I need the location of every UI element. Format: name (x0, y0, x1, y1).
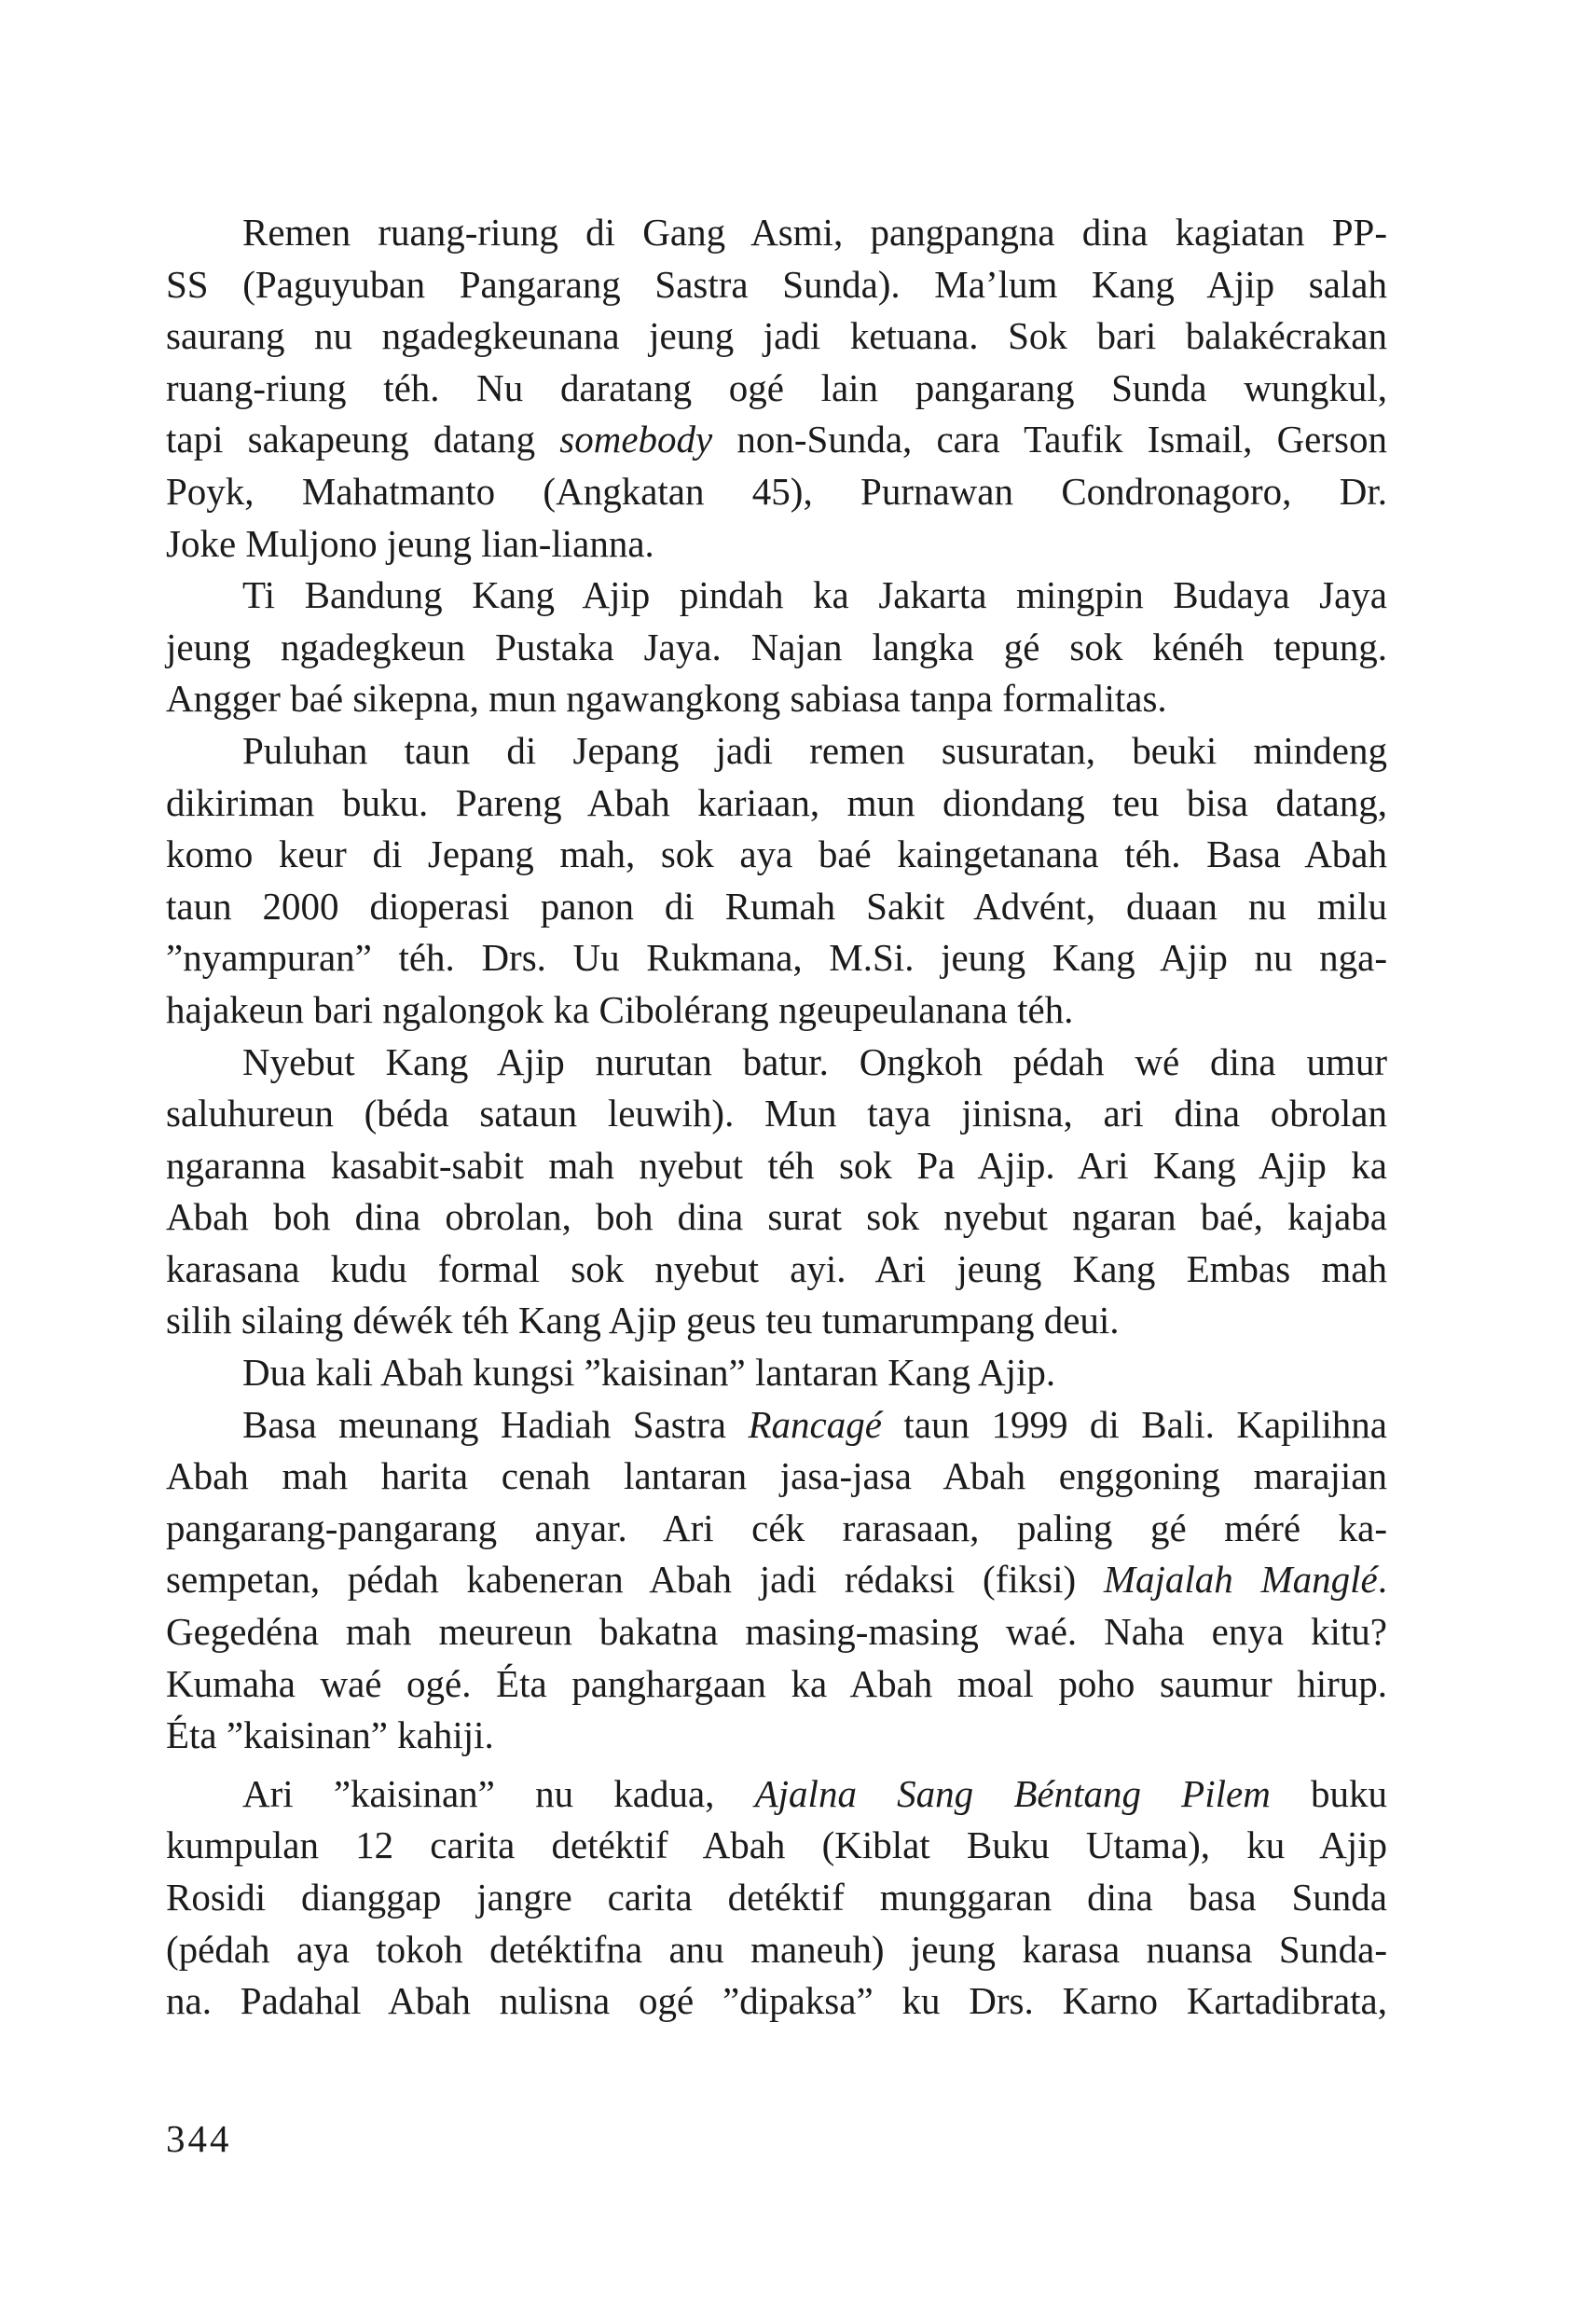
text-line: Basa meunang Hadiah Sastra Rancagé taun 1999 di Bali. Kapilihna (242, 1402, 1388, 1446)
paragraph (166, 207, 1387, 570)
text-line: (pédah aya tokoh detéktifna anu maneuh) jeung karasa nuansa Sunda- (166, 1927, 1387, 1971)
text-line: Dua kali Abah kungsi ”kaisinan” lantaran Kang Ajip. (242, 1351, 1056, 1395)
text-line: Puluhan taun di Jepang jadi remen susuratan, beuki mindeng (242, 728, 1387, 772)
page-number: 344 (166, 2117, 232, 2160)
text-line: komo keur di Jepang mah, sok aya baé kaingetanana téh. Basa Abah (166, 832, 1387, 876)
italic-title: Majalah Manglé (1103, 1558, 1378, 1602)
text-line: dikiriman buku. Pareng Abah kariaan, mun diondang teu bisa datang, (166, 780, 1387, 824)
paragraph (166, 1037, 1387, 1348)
text-line: silih silaing déwék téh Kang Ajip geus teu tumarumpang deui. (166, 1299, 1120, 1342)
page-body (166, 207, 1387, 2028)
text-line: Rosidi dianggap jangre carita detéktif munggaran dina basa Sunda (166, 1876, 1387, 1919)
text-line: SS (Paguyuban Pangarang Sastra Sunda). Ma’lum Kang Ajip salah (166, 262, 1387, 306)
text-line: hajakeun bari ngalongok ka Cibolérang ngeupeulanana téh. (166, 987, 1074, 1031)
text-line: sempetan, pédah kabeneran Abah jadi rédaksi (fiksi) Majalah Manglé. (166, 1558, 1387, 1602)
text-line: Joke Muljono jeung lian-lianna. (166, 521, 654, 565)
paragraph (166, 570, 1387, 725)
text-line: ”nyampuran” téh. Drs. Uu Rukmana, M.Si. jeung Kang Ajip nu nga- (166, 936, 1387, 980)
text-line: Poyk, Mahatmanto (Angkatan 45), Purnawan Condronagoro, Dr. (166, 469, 1387, 513)
text-line: Éta ”kaisinan” kahiji. (166, 1713, 494, 1757)
text-line: pangarang-pangarang anyar. Ari cék rarasaan, paling gé méré ka- (166, 1506, 1387, 1549)
text-line: ruang-riung téh. Nu daratang ogé lain pangarang Sunda wungkul, (166, 365, 1387, 409)
text-line: karasana kudu formal sok nyebut ayi. Ari jeung Kang Embas mah (166, 1246, 1387, 1290)
paragraph (166, 1347, 1387, 1399)
text-line: Abah mah harita cenah lantaran jasa-jasa Abah enggoning marajian (166, 1454, 1387, 1498)
text-line: saurang nu ngadegkeunana jeung jadi ketuana. Sok bari balakécrakan (166, 314, 1387, 358)
text-line: taun 2000 dioperasi panon di Rumah Sakit Advént, duaan nu milu (166, 884, 1387, 928)
paragraph (166, 725, 1387, 1037)
text-line: kumpulan 12 carita detéktif Abah (Kiblat Buku Utama), ku Ajip (166, 1823, 1387, 1867)
text-line: jeung ngadegkeun Pustaka Jaya. Najan langka gé sok kénéh tepung. (166, 625, 1387, 668)
text-line: tapi sakapeung datang somebody non-Sunda, cara Taufik Ismail, Gerson (166, 418, 1387, 461)
text-line: Abah boh dina obrolan, boh dina surat sok nyebut ngaran baé, kajaba (166, 1195, 1387, 1239)
text-line: Kumaha waé ogé. Éta panghargaan ka Abah moal poho saumur hirup. (166, 1661, 1387, 1705)
text-line: Remen ruang-riung di Gang Asmi, pangpangna dina kagiatan PP- (242, 211, 1387, 254)
text-line: ngaranna kasabit-sabit mah nyebut téh sok Pa Ajip. Ari Kang Ajip ka (166, 1143, 1387, 1187)
text-line: Angger baé sikepna, mun ngawangkong sabiasa tanpa formalitas. (166, 677, 1167, 721)
italic-title: Rancagé (748, 1402, 882, 1446)
paragraph (166, 1399, 1387, 1762)
text-line: Ari ”kaisinan” nu kadua, Ajalna Sang Béntang Pilem buku (242, 1771, 1388, 1815)
text-line: saluhureun (béda sataun leuwih). Mun taya jinisna, ari dina obrolan (166, 1092, 1387, 1135)
paragraph (166, 1768, 1387, 2028)
text-line: Gegedéna mah meureun bakatna masing-masing waé. Naha enya kitu? (166, 1610, 1387, 1654)
text-line: na. Padahal Abah nulisna ogé ”dipaksa” ku Drs. Karno Kartadibrata, (166, 1979, 1387, 2023)
italic-title: somebody (559, 418, 713, 461)
text-line: Ti Bandung Kang Ajip pindah ka Jakarta mingpin Budaya Jaya (242, 573, 1387, 617)
text-line: Nyebut Kang Ajip nurutan batur. Ongkoh pédah wé dina umur (242, 1039, 1387, 1083)
italic-title: Ajalna Sang Béntang Pilem (754, 1771, 1271, 1815)
